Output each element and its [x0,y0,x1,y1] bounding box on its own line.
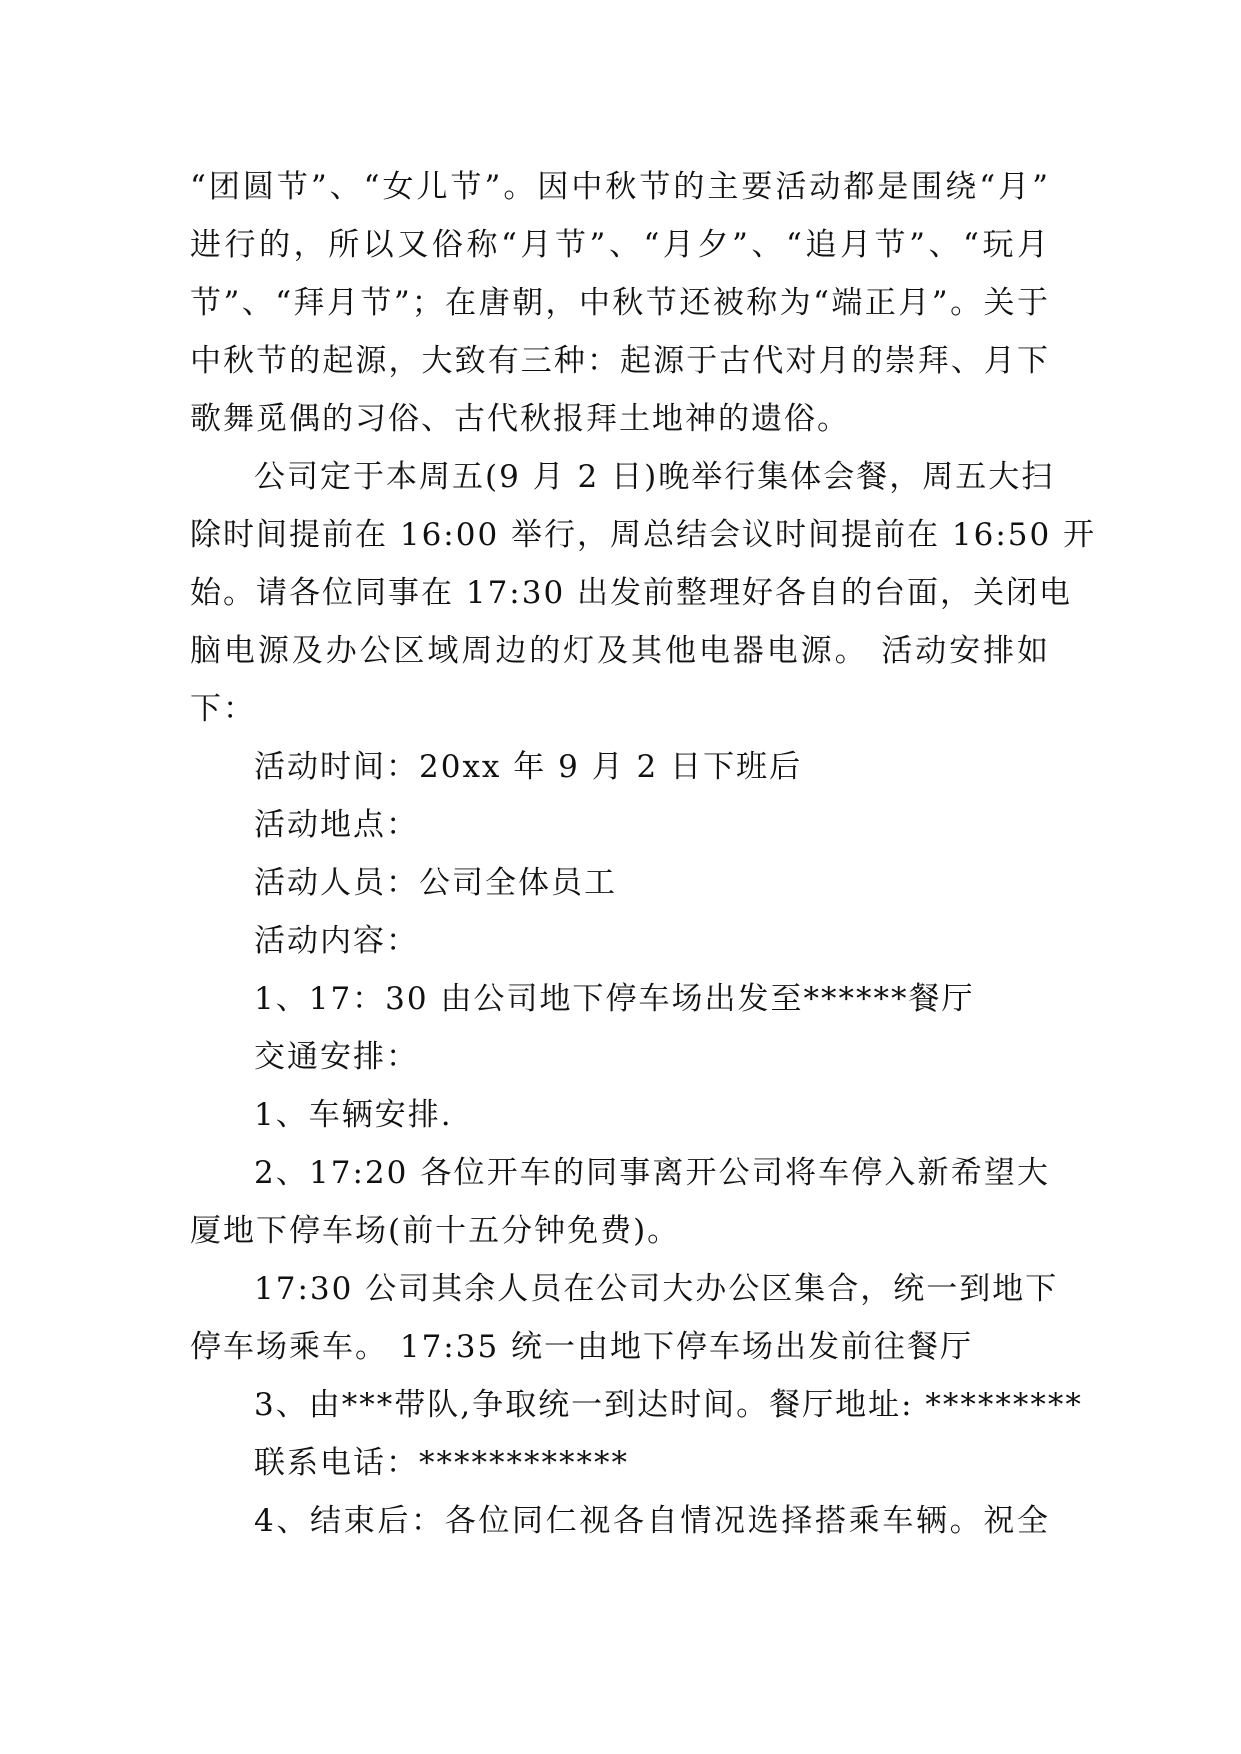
text-line: 歌舞觅偶的习俗、古代秋报拜土地神的遗俗。 [190,401,850,437]
text-line: 进行的，所以又俗称“月节”、“月夕”、“追月节”、“玩月 [190,227,1050,263]
text-line: 联系电话：************ [254,1445,629,1481]
text-line: 节”、“拜月节”；在唐朝，中秋节还被称为“端正月”。关于 [190,285,1050,321]
text-line: 脑电源及办公区域周边的灯及其他电器电源。 活动安排如 [190,633,1050,669]
document-body [190,158,1097,1550]
text-line: 4、结束后：各位同仁视各自情况选择搭乘车辆。祝全 [254,1503,1050,1539]
text-line: 下： [190,691,256,727]
text-line: 除时间提前在 16:00 举行，周总结会议时间提前在 16:50 开 [190,517,1097,553]
text-line: 中秋节的起源，大致有三种：起源于古代对月的崇拜、月下 [190,343,1050,379]
text-line: 2、17:20 各位开车的同事离开公司将车停入新希望大 [254,1155,1050,1191]
text-line: 厦地下停车场(前十五分钟免费)。 [190,1213,681,1249]
text-line: 活动地点： [254,807,419,843]
text-line: 17:30 公司其余人员在公司大办公区集合，统一到地下 [254,1271,1059,1307]
text-line: 活动内容： [254,923,419,959]
text-line: 1、车辆安排. [254,1097,453,1133]
text-line: 始。请各位同事在 17:30 出发前整理好各自的台面，关闭电 [190,575,1073,611]
text-line: 1、17：30 由公司地下停车场出发至******餐厅 [254,981,975,1017]
text-line: 公司定于本周五(9 月 2 日)晚举行集体会餐，周五大扫 [254,459,1055,495]
text-line: 3、由***带队,争取统一到达时间。餐厅地址: ********* [254,1387,1083,1423]
text-line: 交通安排： [254,1039,419,1075]
text-line: 活动时间：20xx 年 9 月 2 日下班后 [254,749,803,785]
text-line: 活动人员：公司全体员工 [254,865,617,901]
text-line: 停车场乘车。 17:35 统一由地下停车场出发前往餐厅 [190,1329,974,1365]
text-line: “团圆节”、“女儿节”。因中秋节的主要活动都是围绕“月” [190,169,1050,205]
